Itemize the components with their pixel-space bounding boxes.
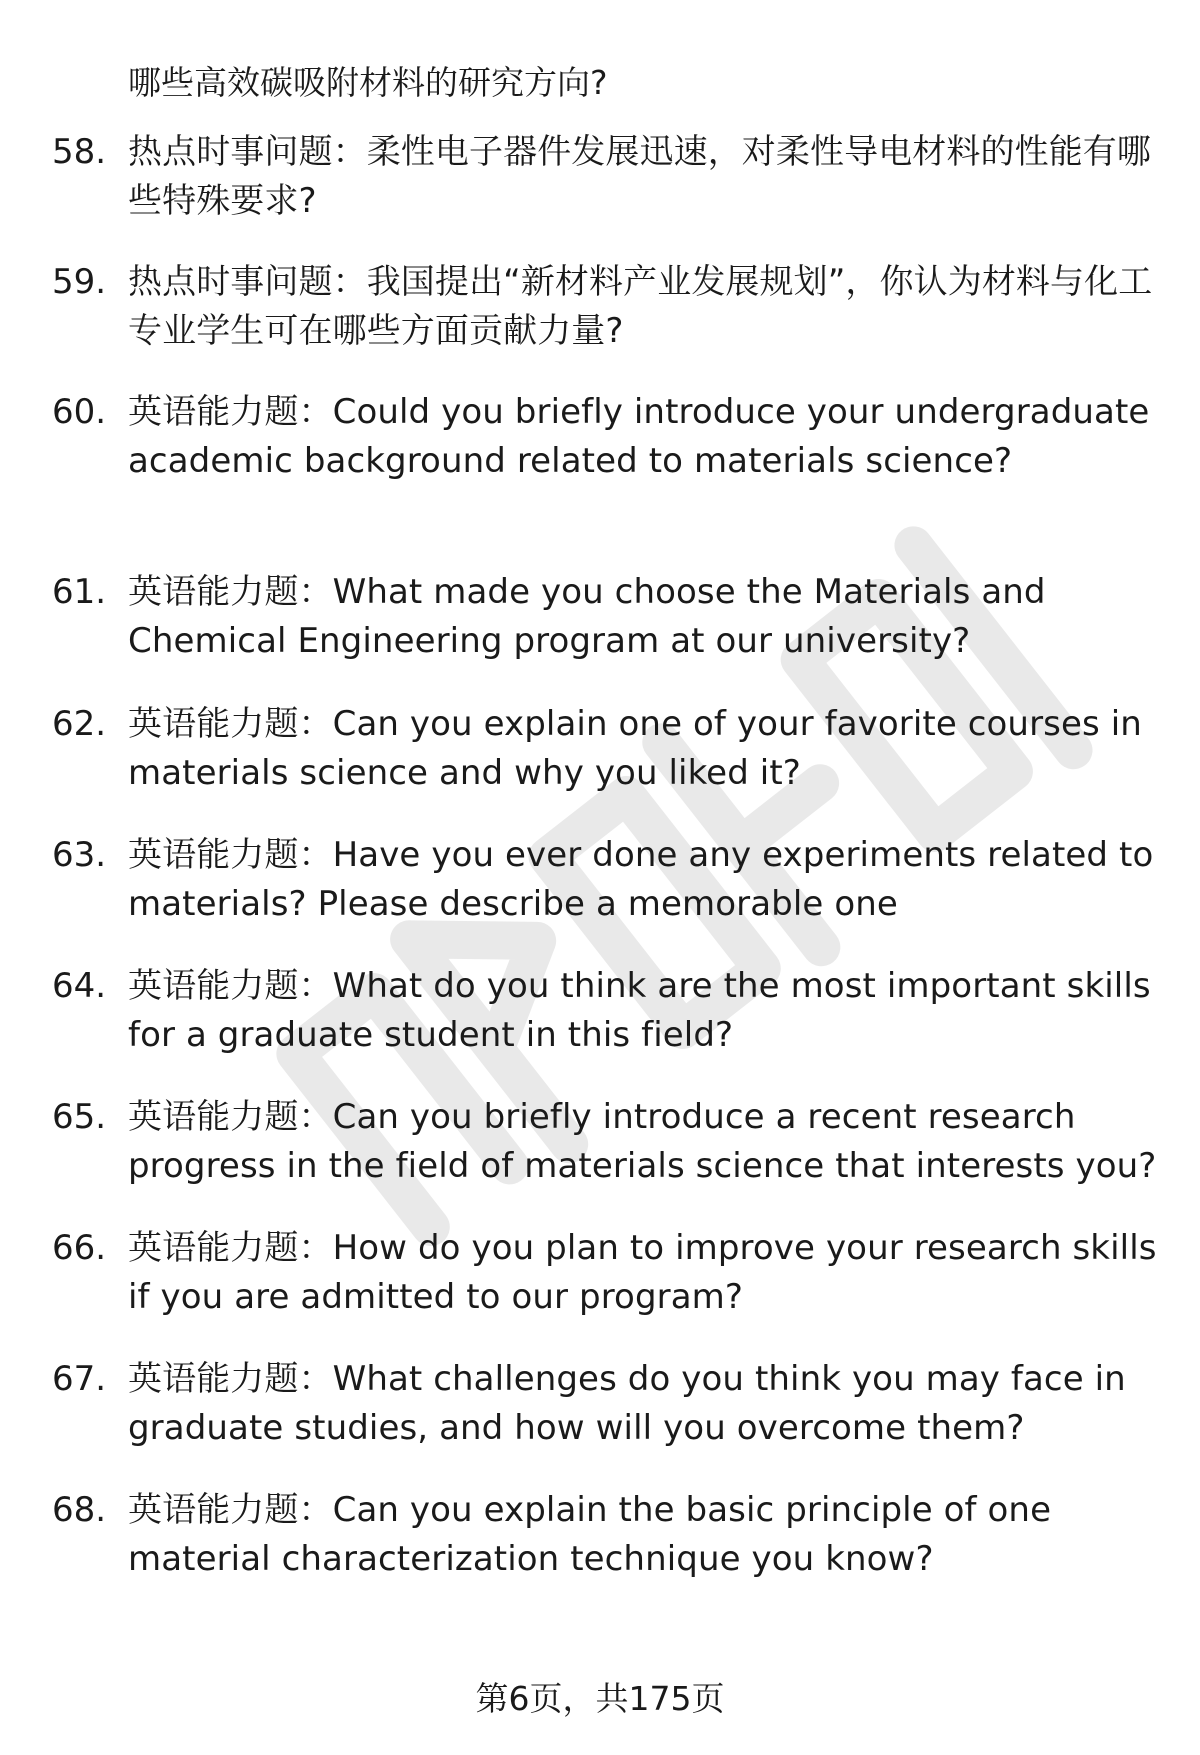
- question-number: 65.: [52, 1097, 107, 1137]
- question-text: 英语能力题：What do you think are the most important skills for a graduate student in this field?: [128, 966, 1151, 1055]
- question-item: [52, 700, 1162, 798]
- question-number: 58.: [52, 132, 107, 172]
- question-item: [52, 258, 1162, 356]
- question-text: 英语能力题：Could you briefly introduce your undergraduate academic background related to materials science?: [128, 392, 1150, 481]
- question-number: 68.: [52, 1490, 107, 1530]
- question-number: 67.: [52, 1359, 107, 1399]
- question-text: 英语能力题：Can you briefly introduce a recent research progress in the field of materials science that interests you?: [128, 1097, 1157, 1186]
- question-number: 60.: [52, 392, 107, 432]
- question-number: 63.: [52, 835, 107, 875]
- question-item: [52, 388, 1162, 486]
- continuation-text: 哪些高效碳吸附材料的研究方向?: [128, 63, 608, 102]
- question-number: 64.: [52, 966, 107, 1006]
- question-text: 英语能力题：What made you choose the Materials and Chemical Engineering program at our university?: [128, 572, 1046, 661]
- question-text: 热点时事问题：我国提出“新材料产业发展规划”，你认为材料与化工专业学生可在哪些方面贡献力量?: [128, 262, 1153, 351]
- question-text: 英语能力题：How do you plan to improve your research skills if you are admitted to our program?: [128, 1228, 1157, 1317]
- question-number: 59.: [52, 262, 107, 302]
- question-number: 62.: [52, 704, 107, 744]
- question-number: 66.: [52, 1228, 107, 1268]
- question-text: 英语能力题：What challenges do you think you may face in graduate studies, and how will you overcome them?: [128, 1359, 1126, 1448]
- question-item: [52, 962, 1162, 1060]
- question-item: [52, 1486, 1162, 1584]
- question-item: [52, 1355, 1162, 1453]
- page-footer: 第6页，共175页: [475, 1679, 725, 1718]
- question-item: [52, 1093, 1162, 1191]
- question-number: 61.: [52, 572, 107, 612]
- question-item: [52, 1224, 1162, 1322]
- question-item: [52, 831, 1162, 929]
- question-text: 英语能力题：Have you ever done any experiments related to materials? Please describe a memorable one: [128, 835, 1154, 924]
- question-item: [52, 128, 1162, 226]
- question-item: [52, 568, 1162, 666]
- question-text: 热点时事问题：柔性电子器件发展迅速，对柔性导电材料的性能有哪些特殊要求?: [128, 132, 1151, 221]
- question-text: 英语能力题：Can you explain the basic principle of one material characterization technique you know?: [128, 1490, 1052, 1579]
- question-text: 英语能力题：Can you explain one of your favorite courses in materials science and why you liked it?: [128, 704, 1142, 793]
